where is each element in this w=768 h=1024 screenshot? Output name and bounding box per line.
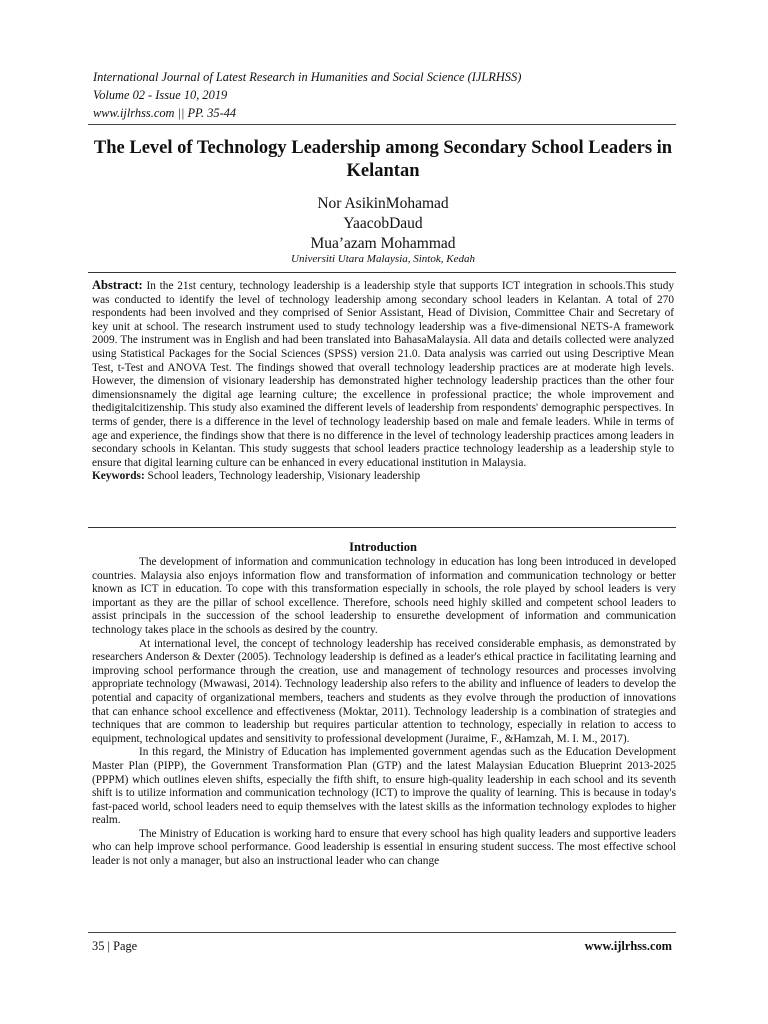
footer-website: www.ijlrhss.com [584,939,672,953]
journal-volume: Volume 02 - Issue 10, 2019 [93,88,228,102]
journal-header [93,68,693,122]
abstract-label: Abstract: [92,278,143,292]
footer-divider [88,932,676,933]
header-divider [88,124,676,125]
abstract-section [88,272,676,528]
author-name: YaacobDaud [343,215,423,232]
abstract-paragraph [92,279,674,470]
keywords-label: Keywords: [92,470,145,483]
abstract-text: In the 21st century, technology leadership is a leadership style that supports ICT integration in schools.This study was conducted to identify the level of technology leadership among secondary school leaders in Kelantan. A total of 270 respondents had been involved and they comprised of Senior Assistant, Head of Division, Committee Chair and Secretary of key unit at school. The research instrument used to study technology leadership was a five-dimensional NETS-A framework 2009. The instrument was in English and had been translated into BahasaMalaysia. All data and details collected were analyzed using Statistical Packages for the Social Sciences (SPSS) version 21.0. Data analysis was carried out using Descriptive Mean Test, t-Test and ANOVA Test. The findings showed that overall technology leadership practices are at moderate high levels. However, the dimension of visionary leadership has demonstrated higher technology leadership practices than the other four dimensionsnamely the digital age learning culture; the excellence in professional practice; the whole improvement and thedigitalcitizenship. This study also examined the different levels of leadership from respondents' demographic perspectives. In terms of gender, there is a difference in the level of technology leadership based on male and female leaders. While in terms of age and experience, the findings show that there is no difference in the level of technology leadership practices among leaders in secondary schools in Kelantan. This study suggests that school leaders practice technology leadership as a leadership style to ensure that digital learning culture can be enhanced in every educational institution in Malaysia. [92,280,674,469]
introduction-heading: Introduction [349,540,417,554]
keywords-line [92,470,674,484]
author-name: Nor AsikinMohamad [317,195,449,212]
keywords-text: School leaders, Technology leadership, Visionary leadership [147,470,421,483]
author-affiliation: Universiti Utara Malaysia, Sintok, Kedah [291,253,475,265]
introduction-body [92,556,676,869]
author-name: Mua’azam Mohammad [310,235,456,252]
paper-title: The Level of Technology Leadership among Secondary School Leaders in Kelantan [93,138,673,181]
author-list [88,194,678,254]
journal-pages: www.ijlrhss.com || PP. 35-44 [93,106,237,120]
body-paragraph: The development of information and communication technology in education has long been introduced in developed countries. Malaysia also enjoys information flow and transformation of information and communication technology or better known as ICT in education. To cope with this transformation especially in schools, the role played by school leaders is very important as they are the pillar of school excellence. Therefore, schools need highly skilled and competent school leaders to assist principals in the succession of the school leadership to ensurethe development of information and communication technology takes place in the schools as desired by the country. [92,556,676,636]
body-paragraph: At international level, the concept of technology leadership has received considerable emphasis, as demonstrated by researchers Anderson & Dexter (2005). Technology leadership is defined as a leader's ethical practice in facilitating learning and improving school performance through the creation, use and management of technology resources and processes involving appropriate technology (Mwawasi, 2014). Technology leadership also refers to the ability and influence of leaders to develop the potential and capacity of organizational members, teachers and students as they evolve through the production of innovations that can enhance school excellence and effectiveness (Moktar, 2011). Technology leadership is a combination of strategies and techniques that are common to leadership but requires particular attention to technology, especially in relation to access to equipment, technological updates and sensitivity to professional development (Juraime, F., &Hamzah, M. I. M., 2017). [92,637,676,745]
body-paragraph: In this regard, the Ministry of Education has implemented government agendas such as the Education Development Master Plan (PIPP), the Government Transformation Plan (GTP) and the latest Malaysian Education Blueprint 2013-2025 (PPPM) which outlines eleven shifts, especially the fifth shift, to ensure high-quality leadership in each school and its seventh shift is to utilize information and communication technology (ICT) to improve the quality of learning. This is because in today's fast-paced world, school leaders need to equip themselves with the latest skills as the information technology explodes to higher realm. [92,746,676,827]
body-paragraph: The Ministry of Education is working hard to ensure that every school has high quality leaders and supportive leaders who can help improve school performance. Good leadership is essential in ensuring student success. The most effective school leader is not only a manager, but also an instructional leader who can change [92,827,676,868]
journal-name: International Journal of Latest Research in Humanities and Social Science (IJLRHSS) [93,70,522,84]
page-number: 35 | Page [92,939,138,953]
